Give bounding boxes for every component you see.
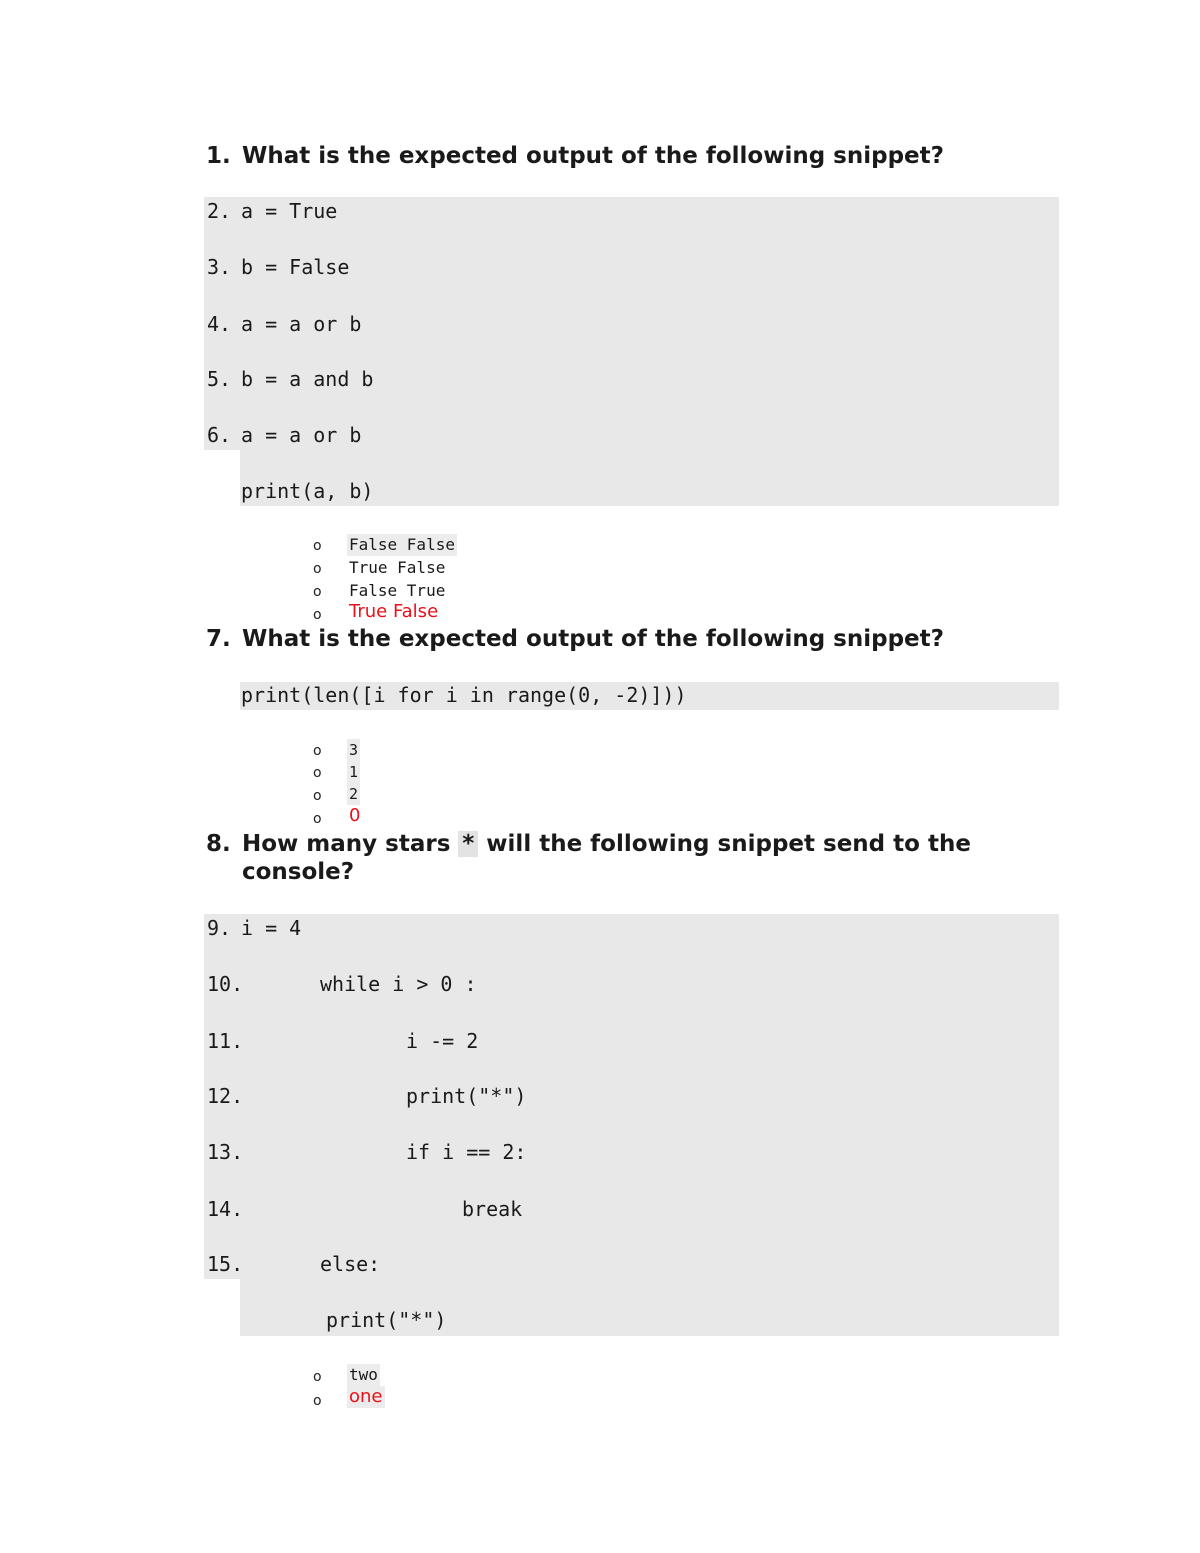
code-line: i -= 2: [406, 1029, 479, 1053]
bullet-icon: o: [313, 561, 322, 577]
code-block-background: [204, 914, 1059, 1279]
line-number: 3.: [207, 255, 232, 279]
line-number: 15.: [207, 1252, 244, 1276]
bullet-icon: o: [313, 765, 322, 781]
code-line: a = a or b: [241, 312, 362, 336]
line-number: 13.: [207, 1140, 244, 1164]
code-line: print(a, b): [241, 479, 374, 503]
question-8: [206, 830, 1006, 886]
answer-option[interactable]: False True: [349, 581, 446, 600]
question-1: [206, 142, 1006, 170]
bullet-icon: o: [313, 1369, 322, 1385]
line-number: 6.: [207, 423, 232, 447]
code-line: print("*"): [326, 1308, 447, 1332]
code-line: if i == 2:: [406, 1140, 527, 1164]
bullet-icon: o: [313, 584, 322, 600]
code-line: break: [462, 1197, 523, 1221]
bullet-icon: o: [313, 743, 322, 759]
question-number: 8.: [206, 831, 231, 857]
code-line: i = 4: [241, 916, 302, 940]
bullet-icon: o: [313, 811, 322, 827]
answer-option[interactable]: 2: [349, 785, 359, 803]
question-text: [206, 830, 1006, 886]
correct-answer-option[interactable]: True False: [349, 601, 439, 622]
code-line: while i > 0 :: [320, 972, 477, 996]
code-line: print("*"): [406, 1084, 527, 1108]
code-line: print(len([i for i in range(0, -2)])): [241, 683, 687, 707]
code-line: a = a or b: [241, 423, 362, 447]
line-number: 2.: [207, 199, 232, 223]
bullet-icon: o: [313, 1393, 322, 1409]
question-text-part: How many stars: [242, 831, 451, 857]
star-symbol: *: [458, 831, 478, 857]
correct-answer-option[interactable]: 0: [349, 805, 361, 826]
correct-answer-option[interactable]: one: [349, 1386, 383, 1407]
code-line: b = False: [241, 255, 350, 279]
line-number: 12.: [207, 1084, 244, 1108]
code-line: else:: [320, 1252, 381, 1276]
code-line: b = a and b: [241, 367, 374, 391]
line-number: 14.: [207, 1197, 244, 1221]
question-number: 7.: [206, 626, 231, 652]
answer-option[interactable]: 3: [349, 741, 359, 759]
answer-option[interactable]: False False: [349, 535, 455, 554]
question-text: What is the expected output of the following snippet?: [242, 626, 944, 652]
line-number: 5.: [207, 367, 232, 391]
bullet-icon: o: [313, 788, 322, 804]
line-number: 9.: [207, 916, 232, 940]
bullet-icon: o: [313, 538, 322, 554]
code-line: a = True: [241, 199, 338, 223]
line-number: 10.: [207, 972, 244, 996]
line-number: 4.: [207, 312, 232, 336]
answer-option[interactable]: True False: [349, 558, 446, 577]
answer-option[interactable]: 1: [349, 763, 359, 781]
question-number: 1.: [206, 143, 231, 169]
question-text-part: will the following snippet send to the console?: [242, 831, 971, 885]
question-text: What is the expected output of the following snippet?: [242, 143, 944, 169]
question-7: [206, 625, 1006, 653]
bullet-icon: o: [313, 607, 322, 623]
line-number: 11.: [207, 1029, 244, 1053]
answer-option[interactable]: two: [349, 1365, 378, 1384]
